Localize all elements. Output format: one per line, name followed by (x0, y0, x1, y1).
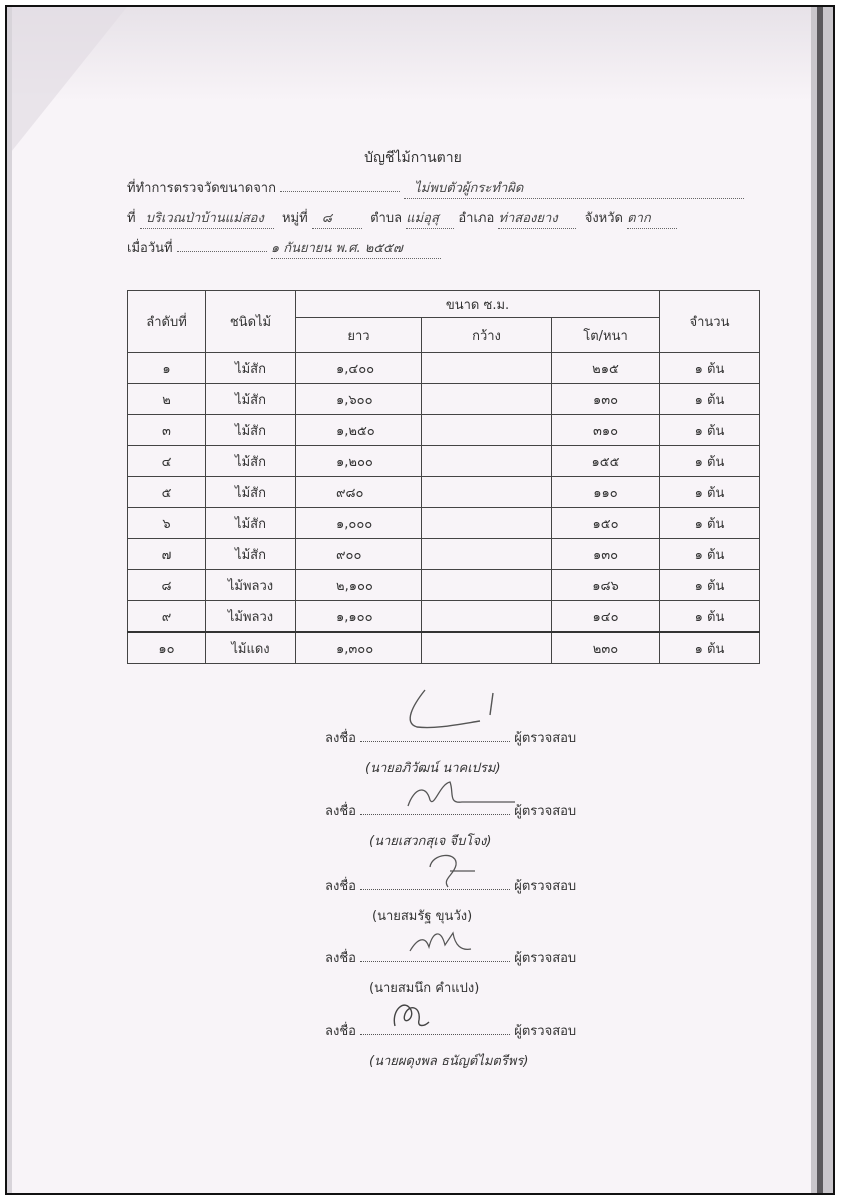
cell-species: ไม้สัก (206, 477, 296, 508)
signer-role: ผู้ตรวจสอบ (514, 1024, 577, 1039)
inspect-label: ที่ทำการตรวจวัดขนาดจาก (127, 181, 276, 196)
signer-role: ผู้ตรวจสอบ (514, 731, 577, 746)
signer-role: ผู้ตรวจสอบ (514, 804, 577, 819)
handwritten-signature-1 (395, 685, 505, 735)
cell-order: ๘ (128, 570, 206, 601)
cell-species: ไม้สัก (206, 539, 296, 570)
cell-quantity: ๑ ต้น (660, 570, 760, 601)
cell-width (422, 539, 552, 570)
header-girth: โต/หนา (552, 318, 660, 353)
cell-order: ๒ (128, 384, 206, 415)
signature-line-5 (325, 1020, 576, 1041)
header-length: ยาว (296, 318, 422, 353)
document-page (5, 5, 835, 1195)
village-value: ๘ (312, 207, 362, 229)
cell-length: ๑,๑๐๐ (296, 601, 422, 633)
table-row (128, 477, 760, 508)
cell-girth: ๒๑๕ (552, 353, 660, 384)
document-title: บัญชีไม้กานตาย (364, 150, 462, 166)
signature-field (360, 1020, 510, 1035)
location-line (127, 207, 677, 229)
date-value: ๑ กันยายน พ.ศ. ๒๕๕๗ (271, 237, 441, 259)
handwritten-signature-2 (400, 778, 520, 814)
table-row (128, 446, 760, 477)
scan-edge-left (7, 7, 12, 1193)
cell-girth: ๒๓๐ (552, 632, 660, 664)
signer-name: (นายผดุงพล ธนัญต์ไมตรีพร) (369, 1054, 529, 1069)
signature-line-2 (325, 800, 576, 821)
table-row (128, 570, 760, 601)
signer-name: (นายเสวกสุเจ จีบโจง) (369, 834, 492, 849)
signature-line-1 (325, 727, 576, 748)
signer-name: (นายสมรัฐ ขุนวัง) (372, 909, 473, 924)
cell-order: ๑ (128, 353, 206, 384)
cell-species: ไม้สัก (206, 384, 296, 415)
province-label: จังหวัด (584, 211, 623, 226)
cell-quantity: ๑ ต้น (660, 446, 760, 477)
cell-species: ไม้แดง (206, 632, 296, 664)
signer-role: ผู้ตรวจสอบ (514, 879, 577, 894)
cell-girth: ๑๑๐ (552, 477, 660, 508)
district-value: ท่าสองยาง (498, 207, 576, 229)
signature-line-4 (325, 947, 576, 968)
cell-length: ๒,๑๐๐ (296, 570, 422, 601)
handwritten-signature-5 (385, 996, 435, 1032)
cell-species: ไม้สัก (206, 508, 296, 539)
cell-order: ๙ (128, 601, 206, 633)
table-row (128, 508, 760, 539)
cell-length: ๑,๒๕๐ (296, 415, 422, 446)
table-row (128, 601, 760, 633)
header-size-group: ขนาด ซ.ม. (296, 291, 660, 318)
province-value: ตาก (627, 207, 677, 229)
cell-quantity: ๑ ต้น (660, 632, 760, 664)
district-label: อำเภอ (458, 211, 495, 226)
cell-girth: ๑๔๐ (552, 601, 660, 633)
signer-role: ผู้ตรวจสอบ (514, 951, 577, 966)
scan-edge-shadow (817, 7, 823, 1193)
cell-length: ๑,๔๐๐ (296, 353, 422, 384)
table-row (128, 384, 760, 415)
header-quantity: จำนวน (660, 291, 760, 353)
timber-table (127, 290, 760, 664)
table-row (128, 632, 760, 664)
cell-order: ๔ (128, 446, 206, 477)
header-species: ชนิดไม้ (206, 291, 296, 353)
subdistrict-value: แม่อุสุ (406, 207, 454, 229)
page-fold (7, 7, 127, 157)
cell-quantity: ๑ ต้น (660, 477, 760, 508)
cell-order: ๓ (128, 415, 206, 446)
cell-length: ๑,๒๐๐ (296, 446, 422, 477)
sign-label: ลงชื่อ (325, 731, 356, 746)
signer-name: (นายอภิวัฒน์ นาคเปรม) (365, 761, 501, 776)
header-width: กว้าง (422, 318, 552, 353)
cell-quantity: ๑ ต้น (660, 601, 760, 633)
cell-order: ๑๐ (128, 632, 206, 664)
cell-quantity: ๑ ต้น (660, 415, 760, 446)
inspect-value: ไม่พบตัวผู้กระทำผิด (404, 177, 744, 199)
cell-species: ไม้สัก (206, 415, 296, 446)
scan-shadow (7, 7, 833, 102)
signature-line-3 (325, 875, 576, 896)
place-value: บริเวณป่าบ้านแม่สอง (140, 207, 274, 229)
cell-length: ๑,๓๐๐ (296, 632, 422, 664)
cell-width (422, 415, 552, 446)
table-row (128, 415, 760, 446)
date-label: เมื่อวันที่ (127, 241, 173, 256)
cell-quantity: ๑ ต้น (660, 508, 760, 539)
cell-quantity: ๑ ต้น (660, 539, 760, 570)
cell-order: ๖ (128, 508, 206, 539)
header-order: ลำดับที่ (128, 291, 206, 353)
handwritten-signature-4 (405, 925, 475, 959)
sign-label: ลงชื่อ (325, 1024, 356, 1039)
date-line (127, 237, 441, 259)
signature-field (360, 727, 510, 742)
cell-width (422, 508, 552, 539)
cell-girth: ๓๑๐ (552, 415, 660, 446)
cell-quantity: ๑ ต้น (660, 353, 760, 384)
cell-length: ๑,๖๐๐ (296, 384, 422, 415)
cell-species: ไม้สัก (206, 353, 296, 384)
village-label: หมู่ที่ (281, 211, 308, 226)
cell-length: ๙๐๐ (296, 539, 422, 570)
cell-species: ไม้พลวง (206, 570, 296, 601)
sign-label: ลงชื่อ (325, 951, 356, 966)
cell-quantity: ๑ ต้น (660, 384, 760, 415)
table-row (128, 353, 760, 384)
cell-girth: ๑๘๖ (552, 570, 660, 601)
signature-field (360, 875, 510, 890)
cell-girth: ๑๕๕ (552, 446, 660, 477)
cell-width (422, 477, 552, 508)
signer-name: (นายสมนึก คำแปง) (369, 981, 480, 996)
cell-width (422, 632, 552, 664)
sign-label: ลงชื่อ (325, 879, 356, 894)
signature-field (360, 947, 510, 962)
table-row (128, 539, 760, 570)
cell-girth: ๑๓๐ (552, 384, 660, 415)
inspect-line (127, 177, 744, 199)
handwritten-signature-3 (420, 849, 490, 889)
cell-order: ๕ (128, 477, 206, 508)
cell-width (422, 601, 552, 633)
cell-girth: ๑๓๐ (552, 539, 660, 570)
cell-width (422, 570, 552, 601)
cell-length: ๙๘๐ (296, 477, 422, 508)
cell-species: ไม้สัก (206, 446, 296, 477)
place-label: ที่ (127, 211, 136, 226)
signature-field (360, 800, 510, 815)
sign-label: ลงชื่อ (325, 804, 356, 819)
cell-length: ๑,๐๐๐ (296, 508, 422, 539)
subdistrict-label: ตำบล (370, 211, 403, 226)
cell-width (422, 446, 552, 477)
cell-width (422, 384, 552, 415)
cell-width (422, 353, 552, 384)
cell-girth: ๑๕๐ (552, 508, 660, 539)
cell-order: ๗ (128, 539, 206, 570)
cell-species: ไม้พลวง (206, 601, 296, 633)
